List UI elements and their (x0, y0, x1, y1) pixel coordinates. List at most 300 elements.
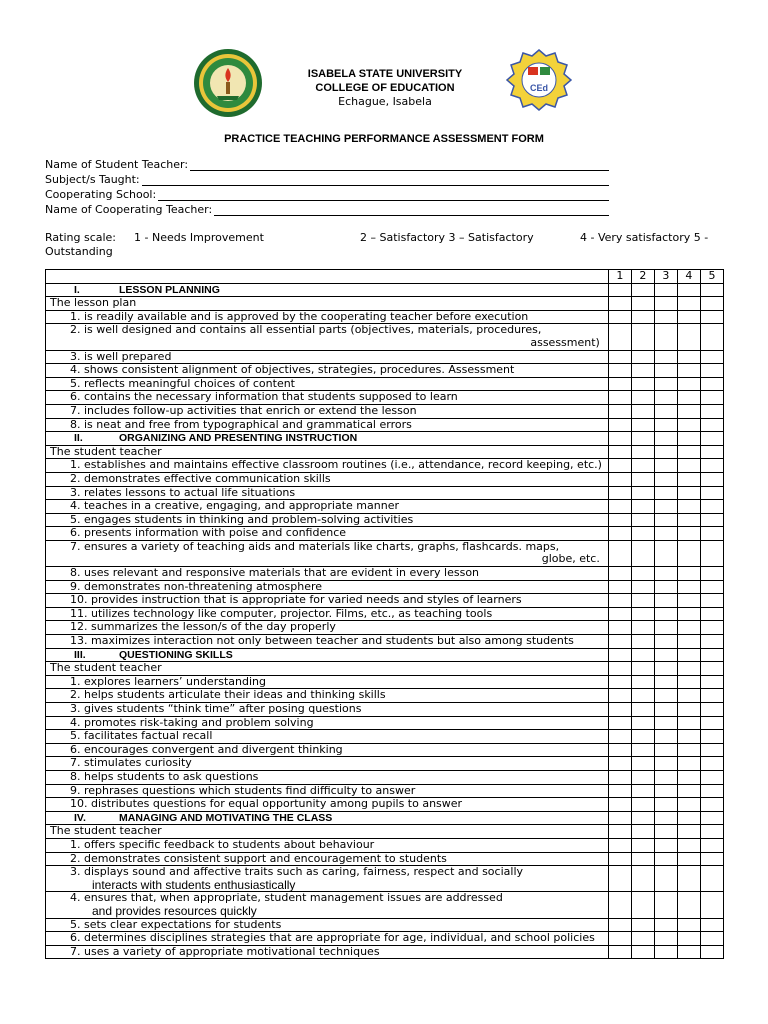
rating-cell-3[interactable] (654, 607, 677, 621)
section-title-text (46, 283, 609, 297)
rating-cell-4[interactable] (677, 418, 700, 432)
rating-cell-3[interactable] (654, 662, 677, 676)
subjects-field[interactable] (45, 171, 615, 186)
list-item-text (46, 892, 609, 918)
rating-cell-4[interactable] (677, 811, 700, 825)
rating-cell-3[interactable] (654, 350, 677, 364)
rating-cell-1[interactable] (608, 703, 631, 717)
rating-cell-3[interactable] (654, 500, 677, 514)
rating-cell-3[interactable] (654, 635, 677, 649)
list-item (46, 635, 724, 649)
rating-cell-2[interactable] (631, 472, 654, 486)
rating-cell-3[interactable] (654, 513, 677, 527)
rating-cell-4[interactable] (677, 364, 700, 378)
rating-cell-2[interactable] (631, 838, 654, 852)
rating-cell-2[interactable] (631, 594, 654, 608)
rating-cell-5[interactable] (700, 675, 723, 689)
rating-cell-5[interactable] (700, 892, 723, 918)
rating-cell-1[interactable] (608, 297, 631, 311)
rating-cell-4[interactable] (677, 798, 700, 812)
rating-cell-4[interactable] (677, 607, 700, 621)
rating-cell-4[interactable] (677, 825, 700, 839)
rating-cell-1[interactable] (608, 621, 631, 635)
rating-cell-2[interactable] (631, 689, 654, 703)
rating-cell-5[interactable] (700, 757, 723, 771)
rating-cell-1[interactable] (608, 866, 631, 892)
rating-cell-2[interactable] (631, 404, 654, 418)
column-header-1: 1 (608, 270, 631, 284)
rating-cell-3[interactable] (654, 527, 677, 541)
list-item (46, 918, 724, 932)
list-item-text (46, 918, 609, 932)
list-item-text (46, 716, 609, 730)
item-text: 1. offers specific feedback to students about behaviour (70, 838, 375, 851)
rating-cell-3[interactable] (654, 283, 677, 297)
rating-cell-5[interactable] (700, 852, 723, 866)
rating-cell-1[interactable] (608, 825, 631, 839)
column-header-row (46, 270, 724, 284)
item-text: 3. displays sound and affective traits such as caring, fairness, respect and socially (70, 865, 524, 879)
rating-cell-5[interactable] (700, 689, 723, 703)
section-name: ORGANIZING AND PRESENTING INSTRUCTION (119, 432, 358, 445)
list-item (46, 404, 724, 418)
rating-cell-1[interactable] (608, 918, 631, 932)
rating-cell-3[interactable] (654, 459, 677, 473)
rating-cell-5[interactable] (700, 662, 723, 676)
rating-cell-4[interactable] (677, 945, 700, 959)
rating-cell-4[interactable] (677, 675, 700, 689)
list-item (46, 607, 724, 621)
rating-cell-1[interactable] (608, 635, 631, 649)
list-item-text (46, 594, 609, 608)
rating-cell-4[interactable] (677, 743, 700, 757)
list-item (46, 798, 724, 812)
rating-cell-4[interactable] (677, 377, 700, 391)
rating-cell-5[interactable] (700, 703, 723, 717)
rating-cell-3[interactable] (654, 730, 677, 744)
rating-cell-1[interactable] (608, 500, 631, 514)
rating-cell-1[interactable] (608, 784, 631, 798)
rating-cell-5[interactable] (700, 310, 723, 324)
rating-cell-5[interactable] (700, 324, 723, 350)
rating-cell-2[interactable] (631, 798, 654, 812)
rating-cell-2[interactable] (631, 635, 654, 649)
rating-cell-1[interactable] (608, 852, 631, 866)
rating-cell-1[interactable] (608, 743, 631, 757)
rating-cell-4[interactable] (677, 310, 700, 324)
rating-cell-2[interactable] (631, 918, 654, 932)
item-text: 9. demonstrates non-threatening atmosphere (70, 580, 323, 593)
section-title (46, 811, 724, 825)
list-item (46, 757, 724, 771)
rating-cell-2[interactable] (631, 567, 654, 581)
rating-cell-5[interactable] (700, 540, 723, 566)
rating-cell-3[interactable] (654, 932, 677, 946)
rating-cell-1[interactable] (608, 798, 631, 812)
list-item-text (46, 513, 609, 527)
blank-line[interactable] (142, 174, 609, 186)
rating-cell-2[interactable] (631, 662, 654, 676)
blank-line[interactable] (214, 204, 609, 216)
rating-cell-1[interactable] (608, 675, 631, 689)
rating-cell-3[interactable] (654, 918, 677, 932)
rating-cell-4[interactable] (677, 770, 700, 784)
rating-cell-1[interactable] (608, 283, 631, 297)
rating-cell-5[interactable] (700, 283, 723, 297)
rating-cell-3[interactable] (654, 675, 677, 689)
rating-cell-4[interactable] (677, 716, 700, 730)
rating-cell-5[interactable] (700, 932, 723, 946)
rating-cell-1[interactable] (608, 540, 631, 566)
cooperating-teacher-field[interactable] (45, 201, 615, 216)
rating-cell-2[interactable] (631, 648, 654, 662)
rating-cell-4[interactable] (677, 432, 700, 446)
rating-cell-3[interactable] (654, 784, 677, 798)
list-item-text (46, 945, 609, 959)
list-item-text (46, 784, 609, 798)
rating-cell-4[interactable] (677, 757, 700, 771)
rating-cell-2[interactable] (631, 350, 654, 364)
rating-cell-4[interactable] (677, 445, 700, 459)
rating-cell-3[interactable] (654, 391, 677, 405)
rating-cell-2[interactable] (631, 892, 654, 918)
blank-line[interactable] (158, 189, 609, 201)
rating-cell-4[interactable] (677, 513, 700, 527)
rating-cell-4[interactable] (677, 689, 700, 703)
rating-cell-4[interactable] (677, 918, 700, 932)
rating-cell-4[interactable] (677, 297, 700, 311)
rating-cell-4[interactable] (677, 852, 700, 866)
section-name: QUESTIONING SKILLS (119, 648, 233, 661)
rating-cell-2[interactable] (631, 391, 654, 405)
rating-cell-5[interactable] (700, 716, 723, 730)
rating-cell-1[interactable] (608, 472, 631, 486)
rating-cell-3[interactable] (654, 594, 677, 608)
rating-cell-3[interactable] (654, 689, 677, 703)
rating-cell-1[interactable] (608, 377, 631, 391)
rating-cell-3[interactable] (654, 404, 677, 418)
item-text: 5. reflects meaningful choices of content (70, 377, 295, 390)
rating-cell-1[interactable] (608, 730, 631, 744)
rating-cell-5[interactable] (700, 527, 723, 541)
rating-cell-5[interactable] (700, 486, 723, 500)
rating-cell-4[interactable] (677, 350, 700, 364)
rating-cell-1[interactable] (608, 404, 631, 418)
rating-cell-5[interactable] (700, 500, 723, 514)
rating-cell-5[interactable] (700, 377, 723, 391)
rating-cell-5[interactable] (700, 350, 723, 364)
rating-cell-3[interactable] (654, 945, 677, 959)
blank-line[interactable] (190, 159, 609, 171)
list-item (46, 892, 724, 918)
rating-cell-3[interactable] (654, 703, 677, 717)
list-item (46, 945, 724, 959)
rating-cell-2[interactable] (631, 945, 654, 959)
field-label: Subject/s Taught: (45, 173, 140, 186)
rating-cell-2[interactable] (631, 432, 654, 446)
rating-cell-1[interactable] (608, 932, 631, 946)
rating-cell-4[interactable] (677, 703, 700, 717)
rating-cell-2[interactable] (631, 445, 654, 459)
rating-cell-2[interactable] (631, 377, 654, 391)
rating-cell-3[interactable] (654, 580, 677, 594)
section-intro (46, 297, 724, 311)
university-name: ISABELA STATE UNIVERSITY (307, 68, 463, 80)
rating-cell-2[interactable] (631, 675, 654, 689)
school-field[interactable] (45, 186, 615, 201)
item-text-cont: assessment) (530, 335, 600, 349)
rating-cell-1[interactable] (608, 310, 631, 324)
rating-cell-3[interactable] (654, 852, 677, 866)
rating-cell-3[interactable] (654, 811, 677, 825)
assessment-table (45, 269, 724, 959)
list-item (46, 324, 724, 350)
rating-cell-4[interactable] (677, 648, 700, 662)
section-number: I. (74, 283, 80, 296)
rating-cell-2[interactable] (631, 364, 654, 378)
rating-cell-2[interactable] (631, 703, 654, 717)
rating-cell-2[interactable] (631, 527, 654, 541)
list-item-text (46, 689, 609, 703)
ced-logo (506, 49, 572, 111)
item-text: 7. includes follow-up activities that enrich or extend the lesson (70, 404, 417, 417)
rating-cell-2[interactable] (631, 540, 654, 566)
rating-cell-3[interactable] (654, 540, 677, 566)
rating-cell-3[interactable] (654, 567, 677, 581)
rating-cell-5[interactable] (700, 918, 723, 932)
rating-cell-4[interactable] (677, 580, 700, 594)
rating-cell-3[interactable] (654, 324, 677, 350)
rating-cell-1[interactable] (608, 757, 631, 771)
rating-cell-5[interactable] (700, 567, 723, 581)
rating-cell-5[interactable] (700, 825, 723, 839)
item-text: 10. provides instruction that is appropriate for varied needs and styles of learners (70, 593, 522, 607)
rating-cell-4[interactable] (677, 662, 700, 676)
rating-cell-5[interactable] (700, 866, 723, 892)
rating-cell-4[interactable] (677, 866, 700, 892)
column-header-3: 3 (654, 270, 677, 284)
rating-cell-1[interactable] (608, 770, 631, 784)
rating-cell-2[interactable] (631, 811, 654, 825)
rating-cell-4[interactable] (677, 527, 700, 541)
rating-cell-4[interactable] (677, 784, 700, 798)
rating-cell-3[interactable] (654, 798, 677, 812)
section-number: IV. (74, 811, 86, 824)
rating-cell-3[interactable] (654, 825, 677, 839)
rating-cell-3[interactable] (654, 743, 677, 757)
rating-cell-1[interactable] (608, 689, 631, 703)
student-teacher-field[interactable] (45, 156, 615, 171)
rating-cell-3[interactable] (654, 866, 677, 892)
rating-cell-2[interactable] (631, 743, 654, 757)
rating-cell-5[interactable] (700, 784, 723, 798)
rating-cell-5[interactable] (700, 432, 723, 446)
rating-cell-5[interactable] (700, 472, 723, 486)
rating-cell-2[interactable] (631, 716, 654, 730)
rating-cell-5[interactable] (700, 418, 723, 432)
item-text-cont: interacts with students enthusiastically (92, 877, 296, 892)
rating-cell-3[interactable] (654, 892, 677, 918)
rating-cell-2[interactable] (631, 852, 654, 866)
rating-cell-1[interactable] (608, 486, 631, 500)
rating-cell-5[interactable] (700, 838, 723, 852)
rating-cell-2[interactable] (631, 418, 654, 432)
section-title-text (46, 648, 609, 662)
rating-cell-3[interactable] (654, 472, 677, 486)
rating-cell-5[interactable] (700, 580, 723, 594)
rating-cell-1[interactable] (608, 391, 631, 405)
rating-cell-4[interactable] (677, 892, 700, 918)
rating-cell-3[interactable] (654, 838, 677, 852)
rating-cell-1[interactable] (608, 350, 631, 364)
rating-cell-2[interactable] (631, 459, 654, 473)
item-text: 11. utilizes technology like computer, projector. Films, etc., as teaching tools (70, 607, 493, 620)
rating-cell-3[interactable] (654, 418, 677, 432)
list-item-text (46, 675, 609, 689)
rating-cell-5[interactable] (700, 798, 723, 812)
rating-cell-1[interactable] (608, 527, 631, 541)
rating-cell-4[interactable] (677, 594, 700, 608)
rating-cell-1[interactable] (608, 513, 631, 527)
rating-cell-4[interactable] (677, 472, 700, 486)
rating-cell-5[interactable] (700, 730, 723, 744)
rating-cell-4[interactable] (677, 486, 700, 500)
rating-cell-4[interactable] (677, 540, 700, 566)
rating-cell-1[interactable] (608, 648, 631, 662)
rating-cell-3[interactable] (654, 648, 677, 662)
list-item-text (46, 866, 609, 892)
rating-cell-2[interactable] (631, 784, 654, 798)
item-text: 3. is well prepared (70, 350, 172, 363)
rating-cell-2[interactable] (631, 310, 654, 324)
list-item (46, 784, 724, 798)
rating-cell-1[interactable] (608, 607, 631, 621)
rating-cell-1[interactable] (608, 594, 631, 608)
rating-cell-4[interactable] (677, 730, 700, 744)
rating-cell-4[interactable] (677, 283, 700, 297)
rating-cell-2[interactable] (631, 513, 654, 527)
rating-cell-5[interactable] (700, 811, 723, 825)
list-item-text (46, 621, 609, 635)
rating-cell-3[interactable] (654, 770, 677, 784)
list-item-text (46, 527, 609, 541)
rating-cell-3[interactable] (654, 432, 677, 446)
rating-cell-4[interactable] (677, 567, 700, 581)
rating-cell-3[interactable] (654, 716, 677, 730)
rating-cell-1[interactable] (608, 432, 631, 446)
rating-cell-2[interactable] (631, 283, 654, 297)
rating-cell-2[interactable] (631, 866, 654, 892)
rating-cell-3[interactable] (654, 757, 677, 771)
rating-cell-2[interactable] (631, 500, 654, 514)
rating-cell-1[interactable] (608, 662, 631, 676)
rating-cell-3[interactable] (654, 310, 677, 324)
rating-cell-3[interactable] (654, 621, 677, 635)
rating-cell-5[interactable] (700, 594, 723, 608)
rating-cell-5[interactable] (700, 459, 723, 473)
rating-cell-2[interactable] (631, 932, 654, 946)
rating-cell-1[interactable] (608, 838, 631, 852)
rating-cell-2[interactable] (631, 607, 654, 621)
rating-cell-3[interactable] (654, 445, 677, 459)
rating-cell-4[interactable] (677, 404, 700, 418)
rating-cell-5[interactable] (700, 513, 723, 527)
rating-cell-3[interactable] (654, 377, 677, 391)
rating-cell-5[interactable] (700, 607, 723, 621)
rating-cell-5[interactable] (700, 770, 723, 784)
rating-cell-4[interactable] (677, 932, 700, 946)
rating-cell-5[interactable] (700, 391, 723, 405)
section-intro-text: The lesson plan (46, 297, 609, 311)
rating-cell-2[interactable] (631, 730, 654, 744)
rating-cell-3[interactable] (654, 364, 677, 378)
rating-cell-1[interactable] (608, 364, 631, 378)
rating-cell-4[interactable] (677, 391, 700, 405)
rating-cell-1[interactable] (608, 716, 631, 730)
rating-cell-5[interactable] (700, 297, 723, 311)
rating-cell-4[interactable] (677, 324, 700, 350)
rating-cell-2[interactable] (631, 297, 654, 311)
rating-cell-2[interactable] (631, 757, 654, 771)
rating-cell-2[interactable] (631, 621, 654, 635)
rating-cell-2[interactable] (631, 580, 654, 594)
rating-cell-1[interactable] (608, 892, 631, 918)
rating-cell-2[interactable] (631, 486, 654, 500)
rating-cell-4[interactable] (677, 635, 700, 649)
section-title (46, 648, 724, 662)
rating-cell-5[interactable] (700, 364, 723, 378)
rating-cell-1[interactable] (608, 567, 631, 581)
rating-cell-1[interactable] (608, 459, 631, 473)
rating-cell-5[interactable] (700, 404, 723, 418)
rating-cell-5[interactable] (700, 621, 723, 635)
rating-cell-1[interactable] (608, 418, 631, 432)
rating-cell-4[interactable] (677, 838, 700, 852)
rating-cell-5[interactable] (700, 635, 723, 649)
list-item-text (46, 743, 609, 757)
rating-cell-3[interactable] (654, 297, 677, 311)
rating-cell-1[interactable] (608, 580, 631, 594)
rating-cell-5[interactable] (700, 743, 723, 757)
rating-cell-2[interactable] (631, 825, 654, 839)
rating-cell-2[interactable] (631, 324, 654, 350)
rating-cell-5[interactable] (700, 648, 723, 662)
rating-cell-4[interactable] (677, 621, 700, 635)
list-item (46, 730, 724, 744)
list-item (46, 716, 724, 730)
rating-cell-1[interactable] (608, 445, 631, 459)
rating-cell-4[interactable] (677, 500, 700, 514)
rating-cell-1[interactable] (608, 945, 631, 959)
rating-cell-5[interactable] (700, 945, 723, 959)
rating-cell-1[interactable] (608, 324, 631, 350)
rating-cell-2[interactable] (631, 770, 654, 784)
list-item (46, 689, 724, 703)
criteria-header (46, 270, 609, 284)
list-item-text (46, 404, 609, 418)
rating-cell-4[interactable] (677, 459, 700, 473)
list-item-text (46, 580, 609, 594)
list-item-text (46, 798, 609, 812)
list-item (46, 310, 724, 324)
list-item (46, 621, 724, 635)
list-item (46, 770, 724, 784)
rating-cell-1[interactable] (608, 811, 631, 825)
rating-cell-5[interactable] (700, 445, 723, 459)
item-text: 9. rephrases questions which students find difficulty to answer (70, 784, 416, 797)
rating-cell-3[interactable] (654, 486, 677, 500)
item-text: 7. stimulates curiosity (70, 756, 192, 770)
